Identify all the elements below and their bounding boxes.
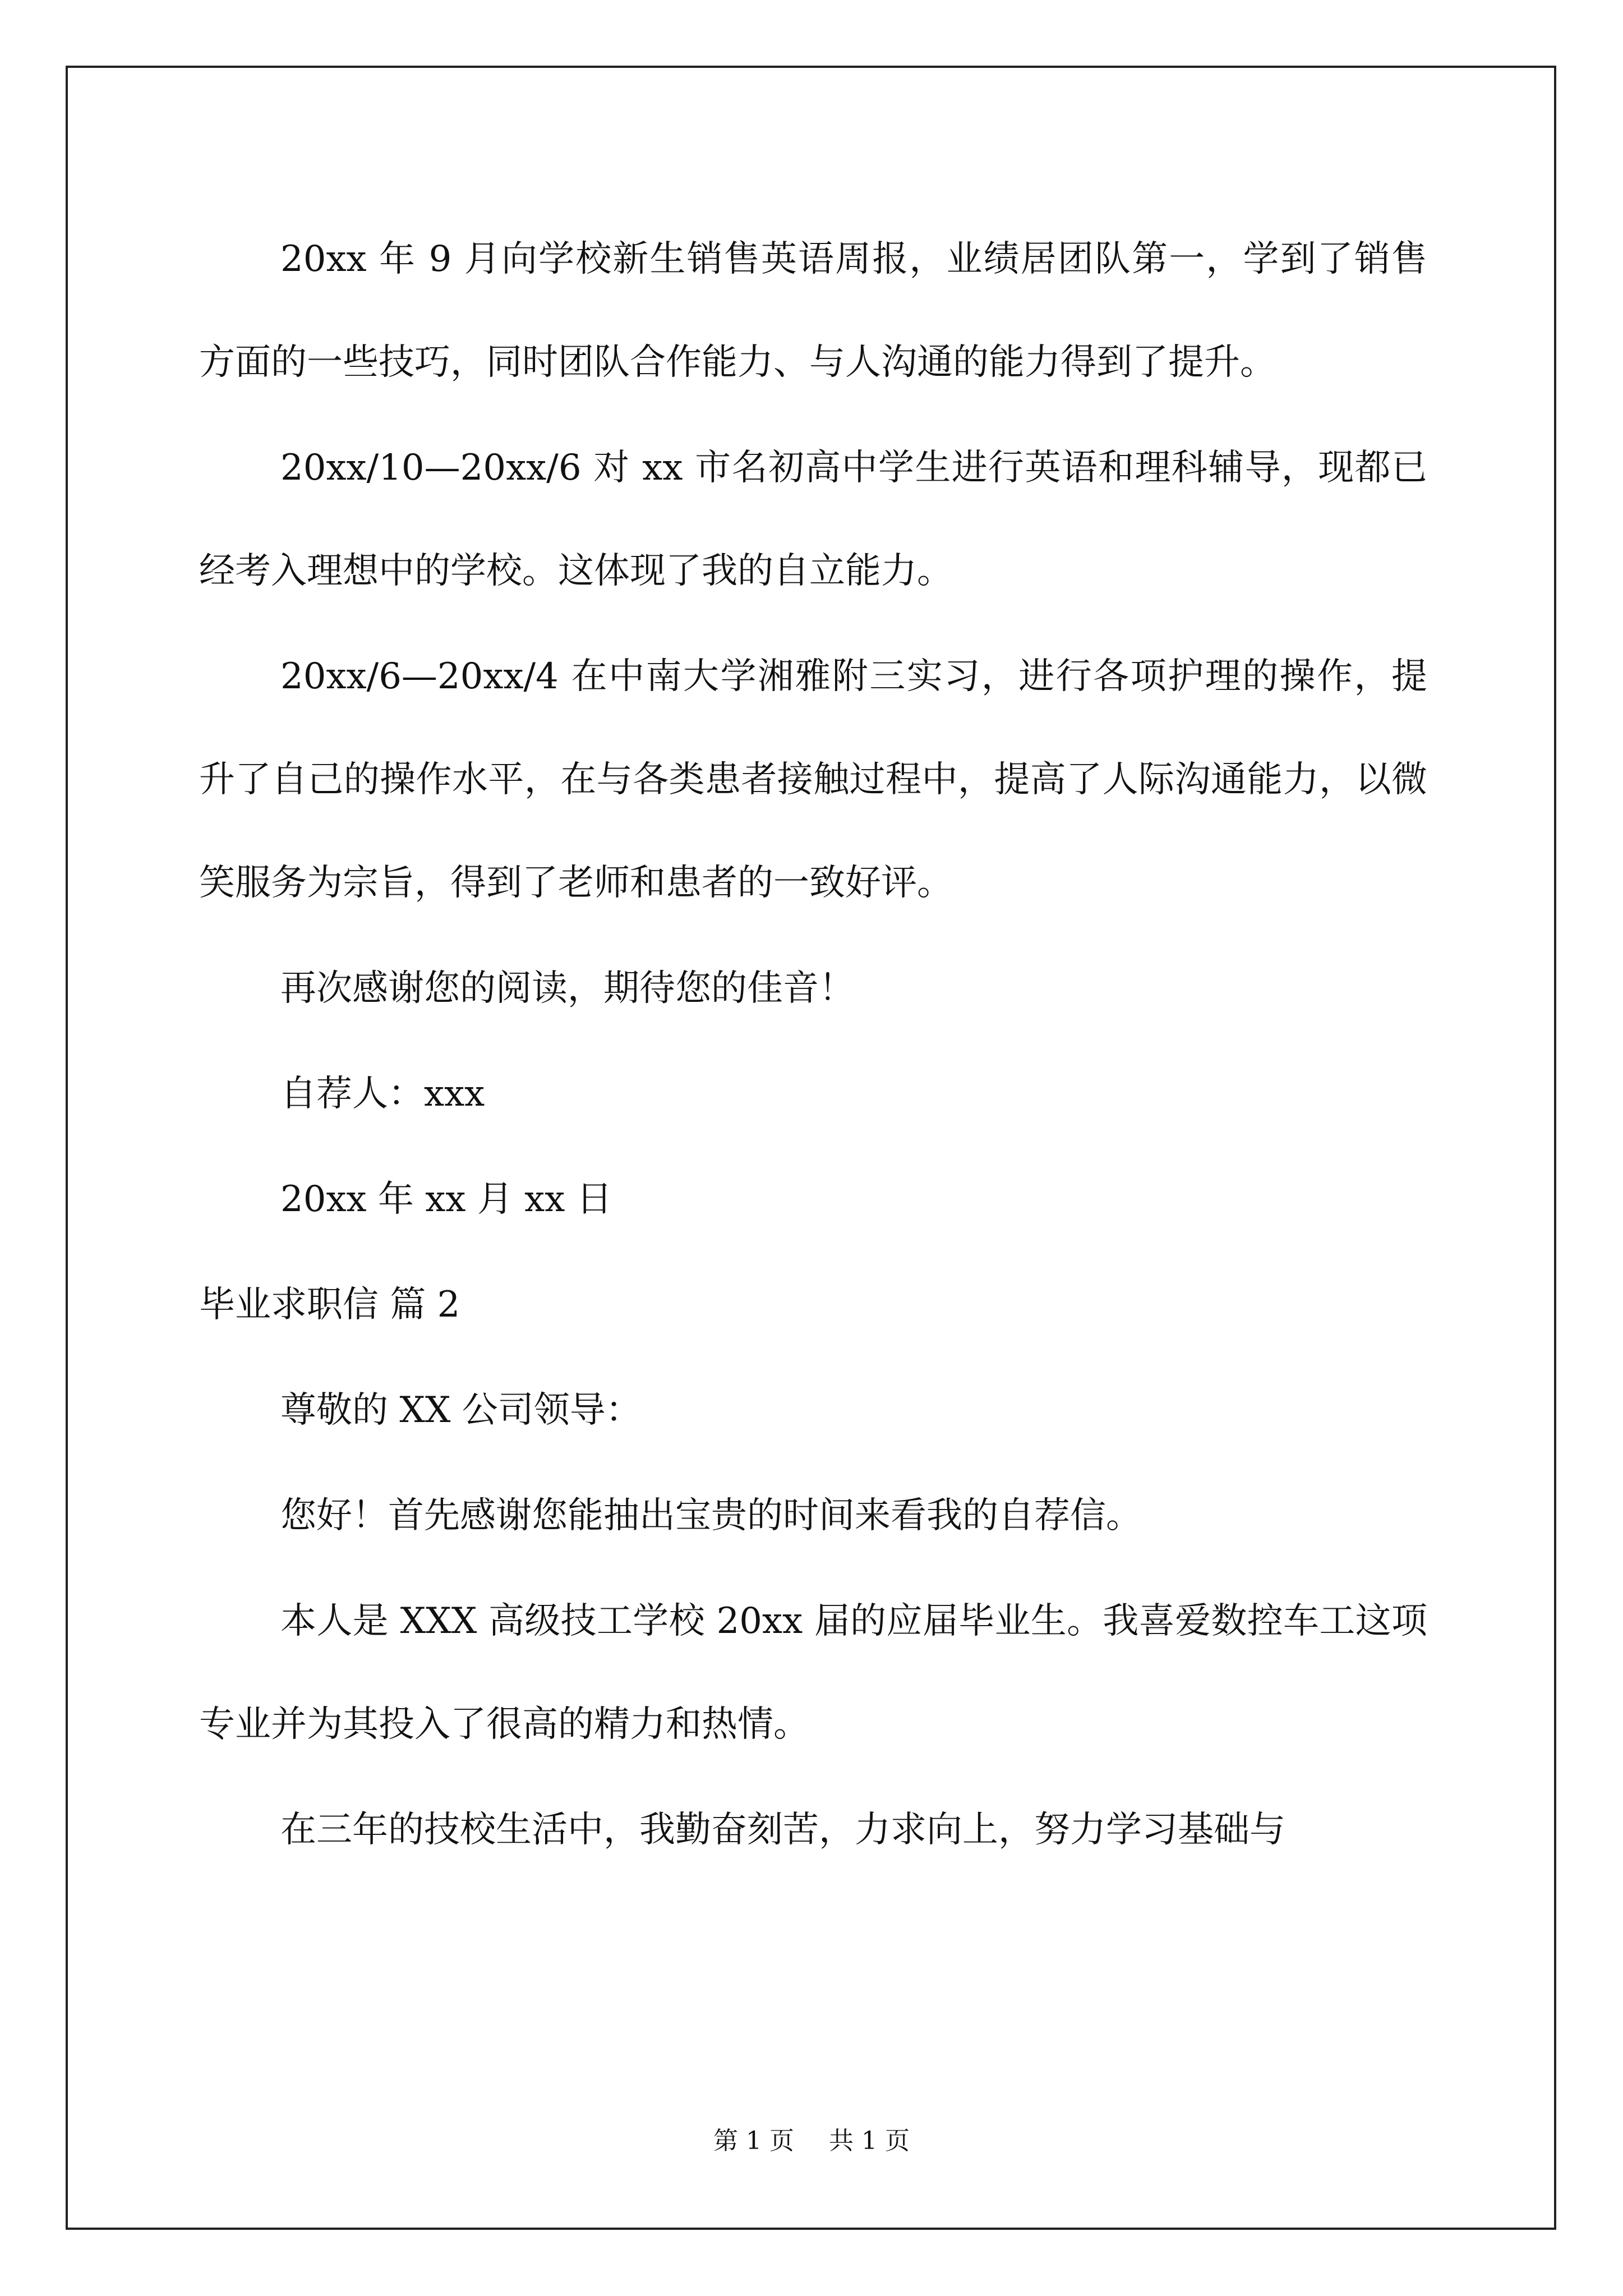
page-number: 第 1 页 [713, 2127, 794, 2155]
section-heading: 毕业求职信 篇 2 [199, 1284, 460, 1326]
paragraph-sales-experience: 20xx 年 9 月向学校新生销售英语周报，业绩居团队第一，学到了销售方面的一些技巧，同时团队合作能力、与人沟通的能力得到了提升。 [199, 238, 1427, 383]
paragraph-signature: 自荐人：xxx [280, 1073, 485, 1115]
paragraph-salutation: 尊敬的 XX 公司领导： [280, 1389, 642, 1431]
paragraph-tutoring-experience: 20xx/10—20xx/6 对 xx 市名初高中学生进行英语和理科辅导，现都已经考入理想中的学校。这体现了我的自立能力。 [199, 447, 1427, 592]
paragraph-self-introduction: 本人是 XXX 高级技工学校 20xx 届的应届毕业生。我喜爱数控车工这项专业并为其投入了很高的精力和热情。 [199, 1600, 1427, 1745]
paragraph-closing-thanks: 再次感谢您的阅读，期待您的佳音！ [280, 968, 855, 1009]
paragraph-internship-experience: 20xx/6—20xx/4 在中南大学湘雅附三实习，进行各项护理的操作，提升了自己的操作水平，在与各类患者接触过程中，提高了人际沟通能力，以微笑服务为宗旨，得到了老师和患者的一致好评。 [199, 656, 1427, 904]
paragraph-date: 20xx 年 xx 月 xx 日 [280, 1179, 612, 1220]
document-body [199, 208, 1427, 1884]
paragraph-school-life: 在三年的技校生活中，我勤奋刻苦，力求向上，努力学习基础与 [280, 1809, 1285, 1851]
paragraph-greeting: 您好！首先感谢您能抽出宝贵的时间来看我的自荐信。 [280, 1495, 1142, 1536]
page-total: 共 1 页 [829, 2127, 910, 2155]
page-footer [0, 2120, 1623, 2156]
